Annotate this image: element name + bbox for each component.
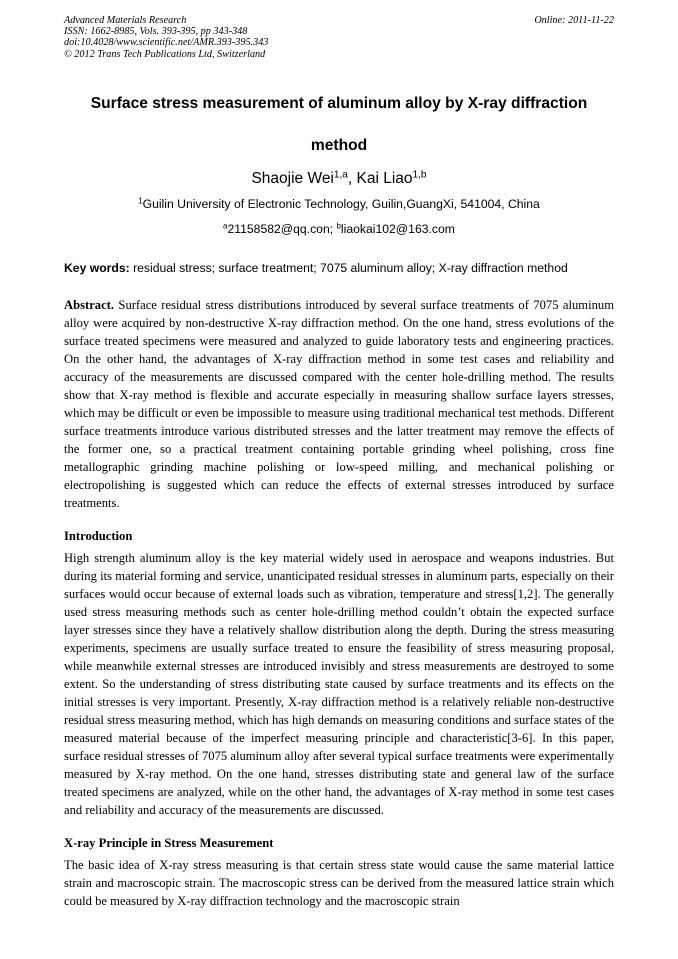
author-superscript: 1,b	[412, 169, 427, 181]
abstract-text: Surface residual stress distributions introduced by several surface treatments of 7075 aluminum alloy were acquired by non-destructive X-ray diffraction method. On the one hand, stress evolutions of the surface treated specimens were measured and analyzed to guide laboratory tests and engineering practices. On the other hand, the advantages of X-ray diffraction method in some test cases and reliability and accuracy of the measurements are discussed compared with the center hole-drilling method. The results show that X-ray method is flexible and accurate especially in measuring shallow surface layers stresses, which may be difficult or even be impossible to measure using traditional mechanical test methods. Different surface treatments introduce various distributed stresses and the latter treatment may remove the effects of the former one, so a practical treatment containing portable grinding wheel polishing, cross fine metallographic grinding machine polishing or low-speed milling, and mechanical polishing or electropolishing is suggested which can reduce the effects of external stresses introduced by surface treatments.	[64, 298, 615, 510]
author-separator: ,	[347, 170, 357, 187]
introduction-paragraph: High strength aluminum alloy is the key material widely used in aerospace and weapons industries. But during its material forming and service, unanticipated residual stresses in aluminum parts, especially on their surfaces would occur because of external loads such as vibration, temperature and stress[1,2]. The generally used stress measuring methods such as center hole-drilling method couldn’t obtain the expected surface layer stresses since they have a relatively shallow distribution along the depth. During the stress measuring experiments, specimens are usually surface treated to ensure the feasibility of stress measuring proposal, while meanwhile external stresses are introduced invisibly and stress measurements are destroyed to some extent. So the understanding of stress distributing state caused by surface treatments and its effects on the initial stresses is very important. Presently, X-ray diffraction method is a relatively reliable non-destructive residual stress measuring method, which has high demands on measuring conditions and surface states of the measured material because of the imperfect measuring principle and characteristic[3-6]. In this paper, surface residual stresses of 7075 aluminum alloy after several typical surface treatments were experimentally measured by X-ray method. On the one hand, stresses distributing state and general law of the surface treated specimens are analyzed, while on the other hand, the advantages of X-ray method in some test cases and reliability and accuracy of the measurements are discussed.	[64, 551, 614, 817]
affiliation	[64, 197, 614, 212]
email-superscript: b	[336, 221, 341, 231]
email-address: liaokai102@163.com	[340, 222, 455, 236]
author-superscript: 1,a	[333, 169, 348, 181]
doi-line: doi:10.4028/www.scientific.net/AMR.393-395.343	[64, 37, 269, 49]
journal-name: Advanced Materials Research	[64, 15, 187, 26]
keywords-text: residual stress; surface treatment; 7075 aluminum alloy; X-ray diffraction method	[129, 261, 568, 275]
xray-principle-paragraph: The basic idea of X-ray stress measuring is that certain stress state would cause the same material lattice strain and macroscopic strain. The macroscopic stress can be derived from the measured lattice strain which could be measured by X-ray diffraction technology and the macroscopic strain	[64, 858, 614, 908]
section-heading-introduction: Introduction	[64, 529, 133, 543]
affiliation-text: Guilin University of Electronic Technology, Guilin,GuangXi, 541004, China	[142, 197, 540, 211]
section-heading-xray-principle: X-ray Principle in Stress Measurement	[64, 836, 274, 850]
keywords-label: Key words:	[64, 261, 130, 275]
keywords	[64, 261, 614, 276]
abstract-label: Abstract.	[64, 298, 115, 312]
online-date: Online: 2011-11-22	[534, 15, 614, 26]
author-name: Kai Liao	[356, 170, 413, 187]
journal-header	[64, 15, 614, 63]
copyright-line: © 2012 Trans Tech Publications Ltd, Switzerland	[64, 48, 266, 60]
author-list	[64, 169, 614, 189]
author-name: Shaojie Wei	[251, 170, 334, 187]
author-emails	[64, 222, 614, 237]
issn-line: ISSN: 1662-8985, Vols. 393-395, pp 343-348	[64, 26, 248, 38]
paper-title: Surface stress measurement of aluminum alloy by X-ray diffraction method	[90, 95, 588, 154]
email-superscript: a	[223, 221, 228, 231]
email-address: 21158582@qq.con;	[227, 222, 337, 236]
affiliation-superscript: 1	[138, 196, 143, 206]
abstract	[64, 296, 614, 512]
